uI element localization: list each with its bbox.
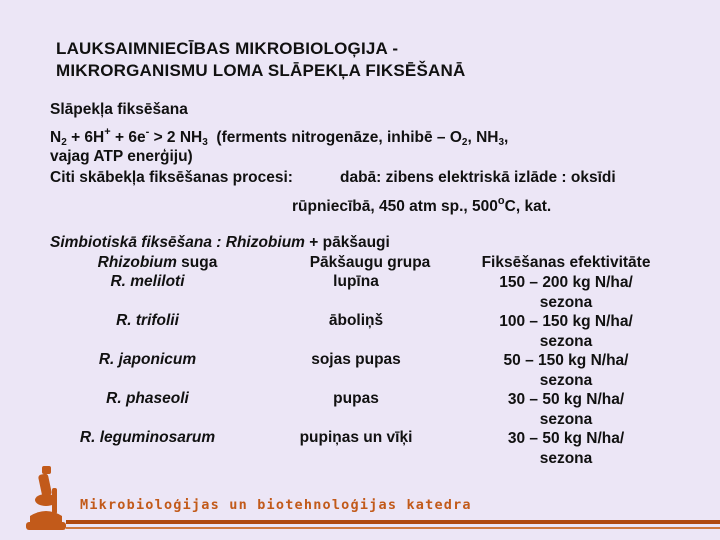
row-1-efficiency: 150 – 200 kg N/ha/ sezona xyxy=(499,274,633,311)
row-2-efficiency: 100 – 150 kg N/ha/ sezona xyxy=(499,313,633,350)
row-4-plant: pupas xyxy=(333,390,379,407)
row-2-plant: āboliņš xyxy=(328,312,384,329)
row-5-efficiency: 30 – 50 kg N/ha/ sezona xyxy=(507,430,625,467)
row-1-plant: lupīna xyxy=(333,273,379,290)
row-4-efficiency: 30 – 50 kg N/ha/ sezona xyxy=(507,391,625,428)
other-processes-industry: rūpniecībā, 450 atm sp., 500$^o$C, kat. xyxy=(292,195,552,215)
title-line-1: LAUKSAIMNIECĪBAS MIKROBIOLOĢIJA - xyxy=(56,39,399,58)
header-efficiency: Fiksēšanas efektivitāte xyxy=(481,254,651,271)
intro-heading: Slāpekļa fiksēšana xyxy=(50,101,188,118)
intro-atp-line: vajag ATP enerģiju) xyxy=(50,148,193,165)
header-plant-group: Pākšaugu grupa xyxy=(309,254,431,271)
row-5-plant: pupiņas un vīķi xyxy=(299,429,413,446)
header-species: Rhizobium suga xyxy=(97,254,218,271)
row-1-species: R. meliloti xyxy=(110,273,185,290)
row-3-species: R. japonicum xyxy=(98,351,197,368)
microscope-icon xyxy=(22,462,70,534)
symbiotic-heading: Simbiotiskā fiksēšana : Rhizobium + pākšaugi xyxy=(50,234,390,251)
row-4-species: R. phaseoli xyxy=(106,390,189,407)
reaction-equation: $N_2 + 6H^+ + 6e^- > 2$ $NH_3$ (ferments nitrogenāze, inhibē – $O_2$, $NH_3$, xyxy=(50,126,509,148)
slide-title xyxy=(56,38,465,82)
title-line-2: MIKRORGANISMU LOMA SLĀPEKĻA FIKSĒŠANĀ xyxy=(56,61,466,80)
footer-rule-thin xyxy=(66,527,720,529)
footer-department: Mikrobioloģijas un biotehnoloģijas katedra xyxy=(80,497,472,513)
row-3-efficiency: 50 – 150 kg N/ha/ sezona xyxy=(503,352,629,389)
other-processes-label: Citi skābekļa fiksēšanas procesi: xyxy=(50,169,293,186)
row-3-plant: sojas pupas xyxy=(311,351,401,368)
row-2-species: R. trifolii xyxy=(116,312,179,329)
row-5-species: R. leguminosarum xyxy=(79,429,216,446)
other-processes-nature: dabā: zibens elektriskā izlāde : oksīdi xyxy=(340,169,616,186)
footer-rule xyxy=(66,520,720,524)
